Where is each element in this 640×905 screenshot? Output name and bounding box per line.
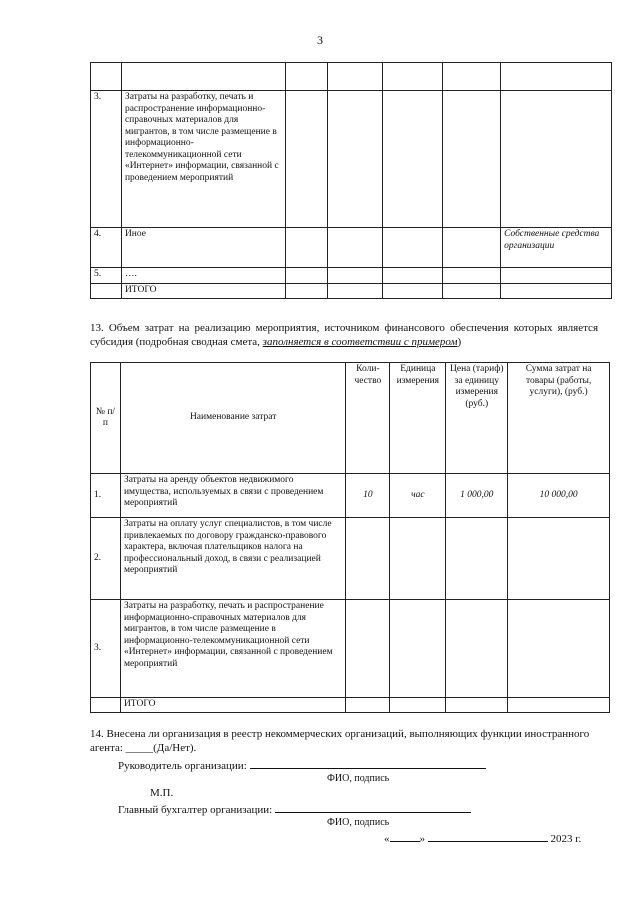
header-num: № п/п [91,363,121,474]
row-number [91,284,122,299]
funding-note [501,268,612,284]
cost-estimate-table [90,362,610,713]
header-unit: Единица измерения [390,363,446,474]
table-row [91,284,612,299]
unit-value [390,518,446,600]
funding-note: Собственные средства организации [501,228,612,268]
total-label: ИТОГО [120,698,345,713]
row-number: 3. [91,91,122,228]
header-qty: Коли-чество [346,363,390,474]
sum-value [508,518,610,600]
header-row [91,363,610,474]
cost-name: Затраты на разработку, печать и распространение информационно-справочных материалов для мигрантов, в том числе размещение в информационно-телекоммуникационной сети «Интернет» информации, связанной с проведением мероприятий [120,600,345,698]
table-row [91,518,610,600]
table-row [91,63,612,91]
qty-value [346,600,390,698]
section-14-text: 14. Внесена ли организация в реестр некоммерческих организаций, выполняющих функции иностранного агента: _____(Да/Нет). [90,728,590,754]
header-name: Наименование затрат [120,363,345,474]
cost-name: Затраты на разработку, печать и распространение информационно-справочных материалов для мигрантов, в том числе размещение в информационно-телекоммуникационной сети «Интернет» информации, связанной с проведением мероприятий [121,91,285,228]
cost-name: Затраты на аренду объектов недвижимого имущества, используемых в связи с проведением мероприятий [120,474,345,518]
cost-name: …. [121,268,285,284]
qty-value [346,518,390,600]
price-value [446,600,508,698]
row-number: 5. [91,268,122,284]
cost-name: Затраты на оплату услуг специалистов, в том числе привлекаемых по договору гражданско-правового характера, включая плательщиков налога на профессиональный доход, в связи с реализацией мероприятий [120,518,345,600]
year-label: 2023 г. [550,833,582,845]
row-number: 2. [91,518,121,600]
unit-value: час [390,474,446,518]
unit-value [390,600,446,698]
cost-name: Иное [121,228,285,268]
date-day-field[interactable] [390,831,420,842]
date-month-field[interactable] [428,831,548,842]
header-price: Цена (тариф) за единицу измерения (руб.) [446,363,508,474]
qty-value: 10 [346,474,390,518]
accountant-label: Главный бухгалтер организации: [118,804,273,816]
total-row [91,698,610,713]
table-row [91,474,610,518]
funding-note [501,284,612,299]
budget-table-continued [90,62,612,299]
cost-name [121,63,285,91]
row-number: 3. [91,600,121,698]
sum-value: 10 000,00 [508,474,610,518]
row-number: 1. [91,474,121,518]
head-signature-line [118,758,486,772]
total-label: ИТОГО [121,284,285,299]
head-signature-field[interactable] [250,758,486,769]
table-row [91,91,612,228]
funding-note [501,91,612,228]
funding-note [501,63,612,91]
row-number [91,63,122,91]
fio-sign-caption: ФИО, подпись [327,773,390,784]
header-sum: Сумма затрат на товары (работы, услуги), (руб.) [508,363,610,474]
price-value [446,518,508,600]
section-13-text: 13. Объем затрат на реализацию мероприятия, источником финансового обеспечения которых является субсидия (подробная сводная смета, заполняется в соответствии с примером) [90,322,598,348]
stamp-place: М.П. [150,787,174,799]
fio-sign-caption: ФИО, подпись [327,817,390,828]
row-number: 4. [91,228,122,268]
head-label: Руководитель организации: [118,760,247,772]
date-line: « » 2023 г. [384,833,582,845]
price-value: 1 000,00 [446,474,508,518]
table-row [91,228,612,268]
accountant-signature-field[interactable] [275,802,471,813]
table-row [91,600,610,698]
accountant-signature-line [118,802,471,816]
table-row [91,268,612,284]
sum-value [508,600,610,698]
page-number: 3 [317,33,323,47]
